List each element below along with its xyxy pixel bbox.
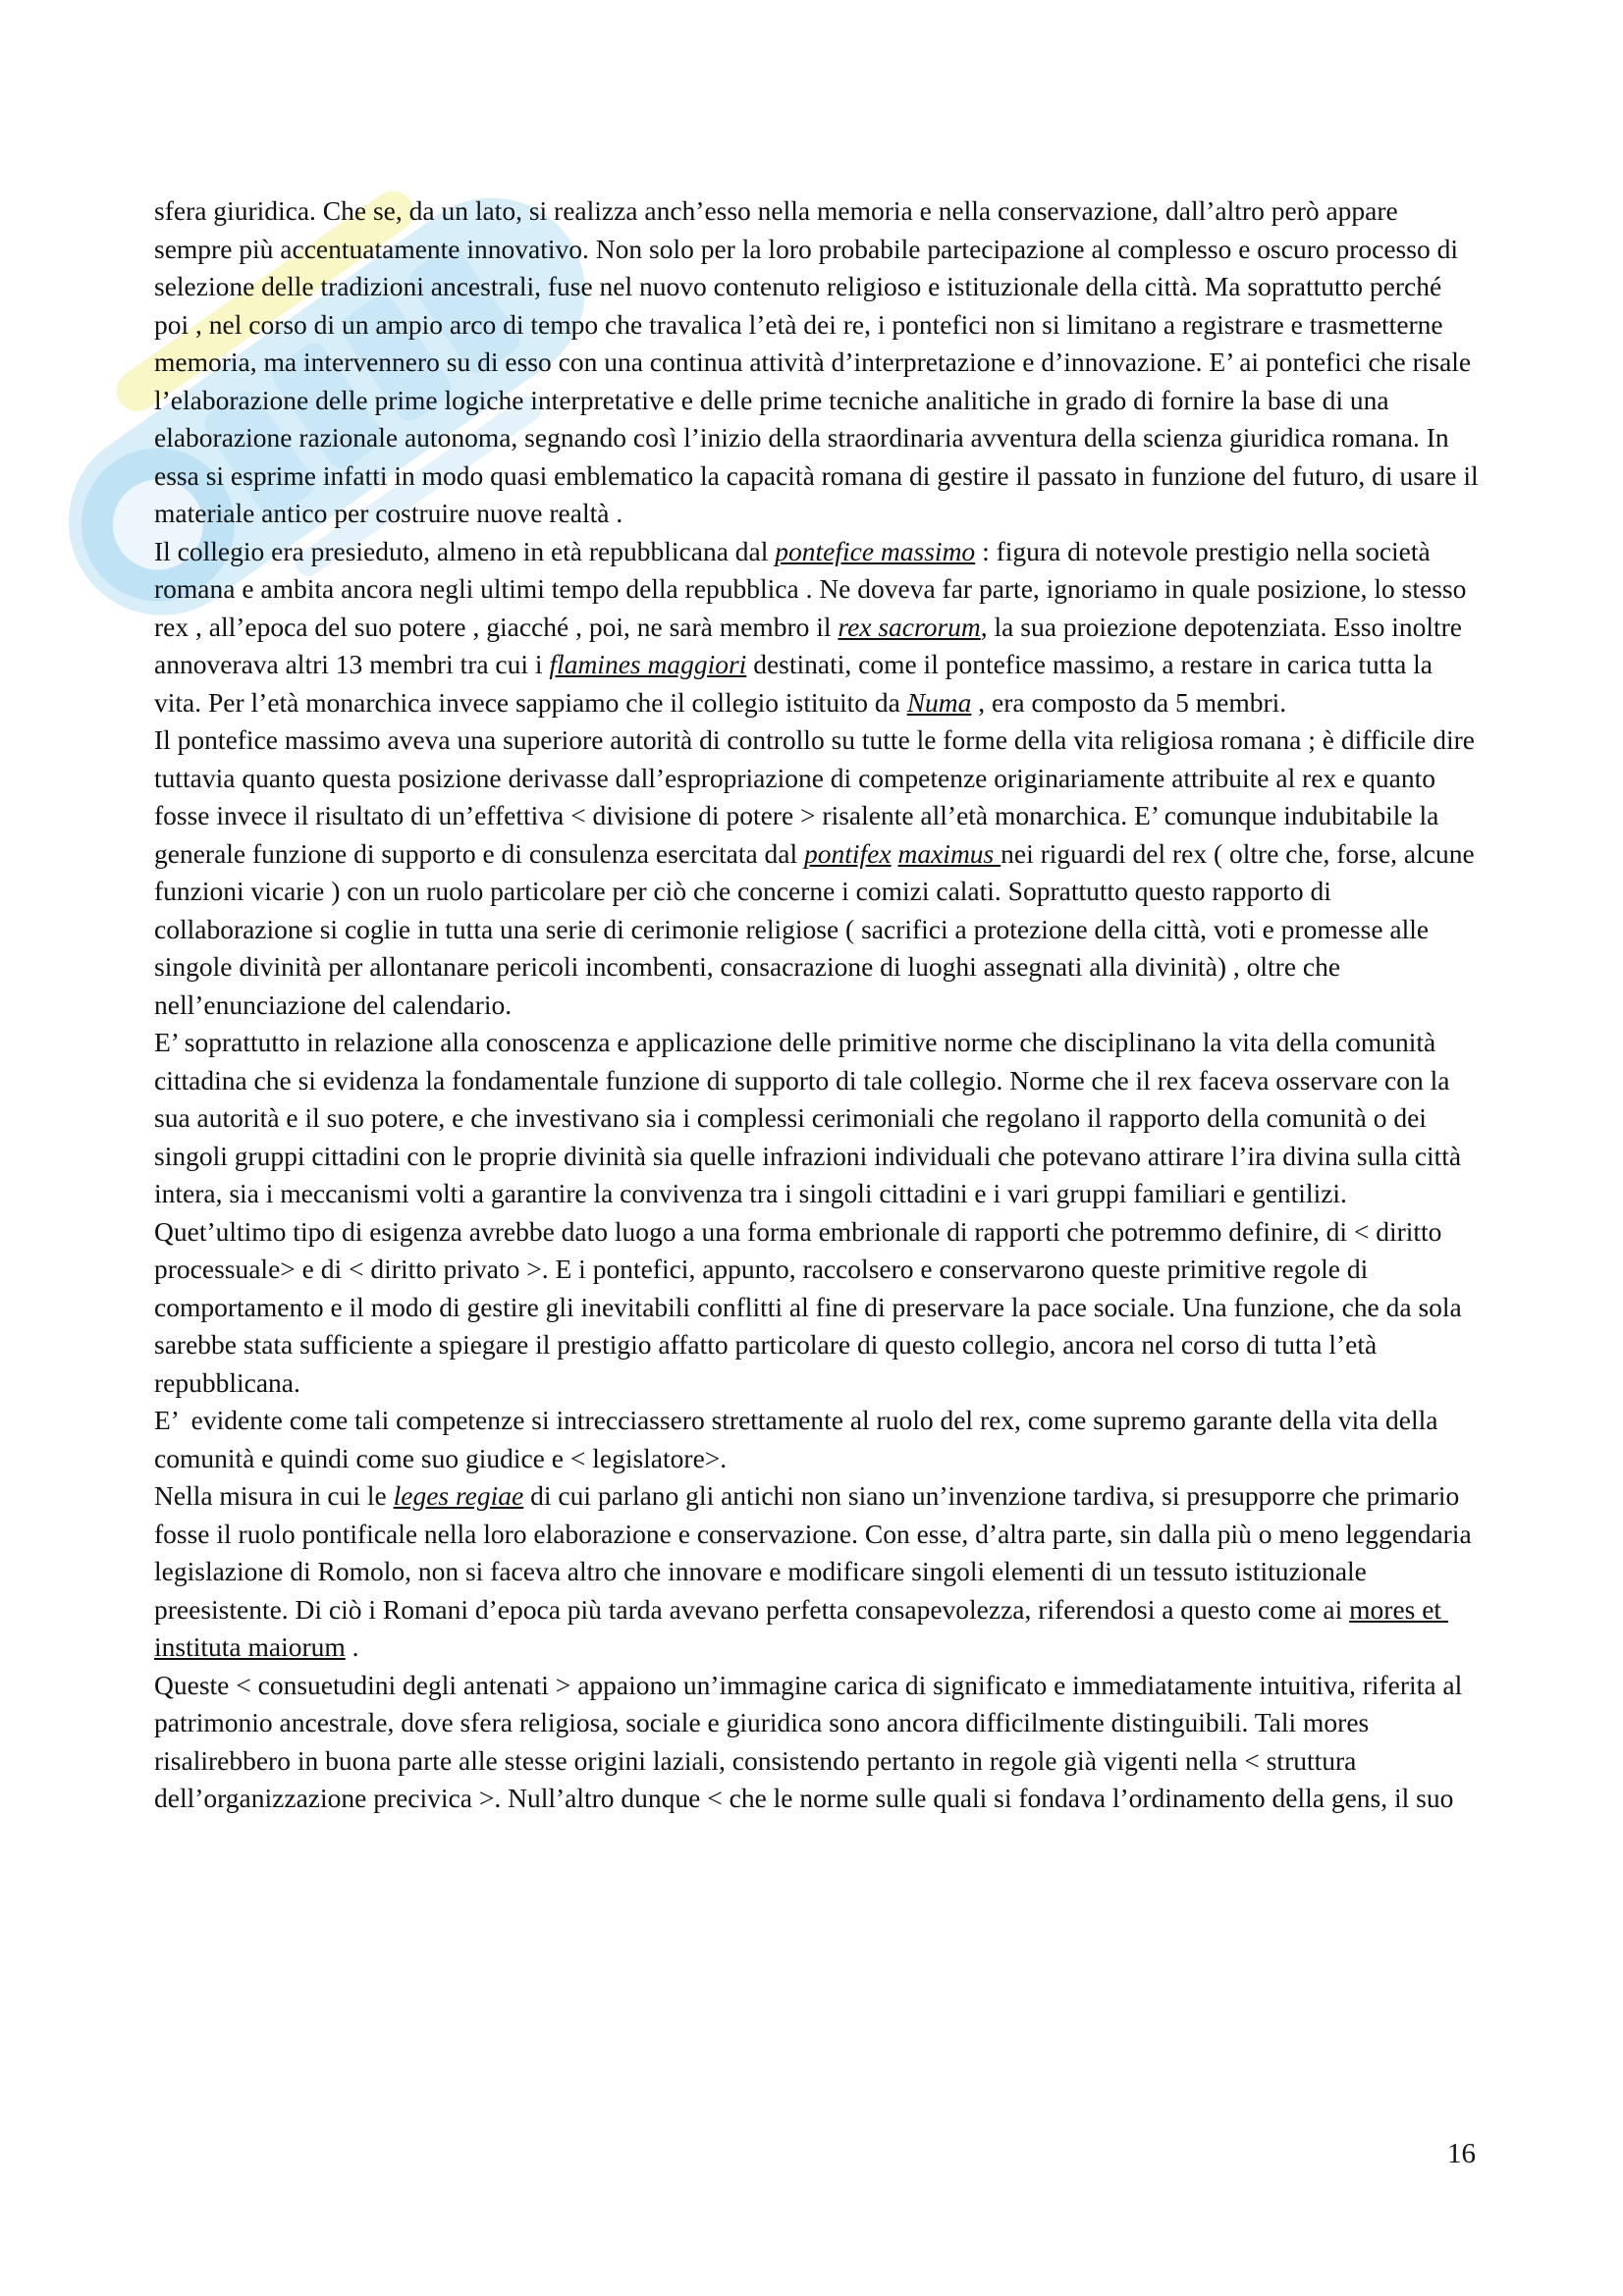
page-number: 16: [1447, 2138, 1476, 2169]
paragraph: [154, 721, 1480, 1024]
paragraph: [154, 1024, 1480, 1402]
text-run: Il collegio era presieduto, almeno in età repubblicana dal: [154, 535, 776, 566]
text-run: Il pontefice massimo aveva una superiore autorità di controllo su tutte le forme della vita religiosa romana ; è difficile dire tuttavia quanto questa posizione derivasse dall’espropriazione di competenze originariamente attribuite al rex e quanto fosse invece il risultato di un’effettiva < divisione di potere > risalente all’età monarchica. E’ comunque indubitabile la generale funzione di supporto e di consulenza esercitata dal: [154, 724, 1482, 869]
emphasized-term: maximus: [897, 837, 1001, 869]
emphasized-term: mores et instituta maiorum: [154, 1593, 1448, 1662]
text-run: , la sua proiezione depotenziata. Esso inoltre annoverava altri 13 membri tra cui i: [154, 611, 1469, 679]
paragraph: [154, 192, 1492, 533]
text-run: destinati, come il pontefice massimo, a restare in carica tutta la vita. Per l’età monarchica invece sappiamo che il collegio istituito da: [154, 649, 1439, 718]
emphasized-term: pontefice massimo: [775, 535, 976, 566]
text-run: nei riguardi del rex ( oltre che, forse, alcune funzioni vicarie ) con un ruolo particolare per ciò che concerne i comizi calati. Soprattutto questo rapporto di collaborazione si coglie in tutta una serie di cerimonie religiose ( sacrifici a protezione della città, voti e promesse alle singole divinità per allontanare pericoli incombenti, consacrazione di luoghi assegnati alla divinità) , oltre che nell’enunciazione del calendario.: [154, 837, 1482, 1020]
emphasized-term: leges regiae: [393, 1480, 524, 1511]
text-run: , era composto da 5 membri.: [971, 686, 1287, 718]
text-run: E’ soprattutto in relazione alla conoscenza e applicazione delle primitive norme che disciplinano la vita della comunità cittadina che si evidenza la fondamentale funzione di supporto di tale collegio. Norme che il rex faceva osservare con la sua autorità e il suo potere, e che investivano sia i complessi cerimoniali che regolano il rapporto della comunità o dei singoli gruppi cittadini con le proprie divinità sia quelle infrazioni individuali che potevano attirare l’ira divina sulla città intera, sia i meccanismi volti a garantire la convivenza tra i singoli cittadini e i vari gruppi familiari e gentilizi. Quet’ultimo tipo di esigenza avrebbe dato luogo a una forma embrionale di rapporti che potremmo definire, di < diritto processuale> e di < diritto privato >. E i pontefici, appunto, raccolsero e conservarono queste primitive regole di comportamento e il modo di gestire gli inevitabili conflitti al fine di preservare la pace sociale. Una funzione, che da sola sarebbe stata sufficiente a spiegare il prestigio affatto particolare di questo collegio, ancora nel corso di tutta l’età repubblicana.: [154, 1027, 1469, 1398]
text-run: Queste < consuetudini degli antenati > appaiono un’immagine carica di significato e immediatamente intuitiva, riferita al patrimonio ancestrale, dove sfera religiosa, sociale e giuridica sono ancora difficilmente distinguibili. Tali mores risalirebbero in buona parte alle stesse origini laziali, consistendo pertanto in regole già vigenti nella < struttura dell’organizzazione precivica >. Null’altro dunque < che le norme sulle quali si fondava l’ordinamento della gens, il suo: [154, 1669, 1470, 1813]
text-run: di cui parlano gli antichi non siano un’invenzione tardiva, si presupporre che primario fosse il ruolo pontificale nella loro elaborazione e conservazione. Con esse, d’altra parte, sin dalla più o meno leggendaria legislazione di Romolo, non si faceva altro che innovare e modificare singoli elementi di un tessuto istituzionale preesistente. Di ciò i Romani d’epoca più tarda avevano perfetta consapevolezza, riferendosi a questo come ai: [154, 1480, 1479, 1625]
text-run: Nella misura in cui le: [154, 1480, 394, 1511]
emphasized-term: Numa: [906, 686, 972, 718]
document-body: [154, 192, 1492, 1818]
emphasized-term: pontifex: [804, 837, 892, 869]
paragraph: [154, 1477, 1480, 1667]
text-run: E’ evidente come tali competenze si intrecciassero strettamente al ruolo del rex, come supremo garante della vita della comunità e quindi come suo giudice e < legislatore>.: [154, 1405, 1445, 1473]
paragraph: [154, 1402, 1480, 1477]
text-run: : figura di notevole prestigio nella società romana e ambita ancora negli ultimi tempo della repubblica . Ne doveva far parte, ignoriamo in quale posizione, lo stesso rex , all’epoca del suo potere , giacché , poi, ne sarà membro il: [154, 535, 1474, 642]
emphasized-term: flamines maggiori: [549, 649, 747, 679]
paragraph: [154, 1667, 1480, 1818]
emphasized-term: rex sacrorum: [838, 611, 981, 642]
text-run: .: [345, 1631, 359, 1662]
text-run: sfera giuridica. Che se, da un lato, si realizza anch’esso nella memoria e nella conservazione, dall’altro però appare sempre più accentuatamente innovativo. Non solo per la loro probabile partecipazione al complesso e oscuro processo di selezione delle tradizioni ancestrali, fuse nel nuovo contenuto religioso e istituzionale della città. Ma soprattutto perché poi , nel corso di un ampio arco di tempo che travalica l’età dei re, i pontefici non si limitano a registrare e trasmetterne memoria, ma intervennero su di esso con una continua attività d’interpretazione e d’innovazione. E’ ai pontefici che risale l’elaborazione delle prime logiche interpretative e delle prime tecniche analitiche in grado di fornire la base di una elaborazione razionale autonoma, segnando così l’inizio della straordinaria avventura della scienza giuridica romana. In essa si esprime infatti in modo quasi emblematico la capacità romana di gestire il passato in funzione del futuro, di usare il materiale antico per costruire nuove realtà .: [154, 195, 1492, 528]
paragraph: [154, 533, 1480, 722]
